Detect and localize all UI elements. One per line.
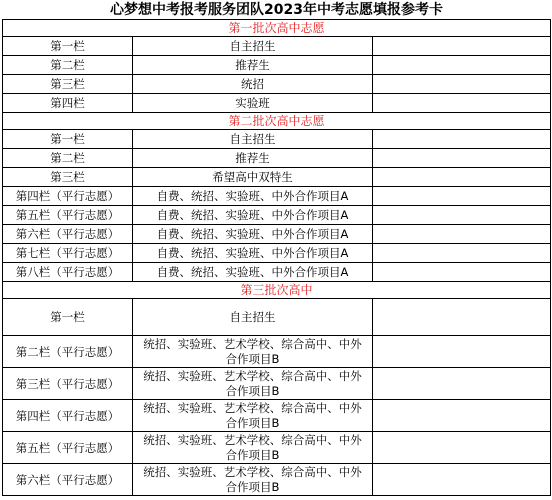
fill-cell[interactable] bbox=[373, 244, 551, 263]
fill-cell[interactable] bbox=[373, 400, 551, 432]
fill-cell[interactable] bbox=[373, 187, 551, 206]
column-label: 第五栏（平行志愿） bbox=[3, 206, 133, 225]
column-label: 第一栏 bbox=[3, 37, 133, 56]
column-label: 第五栏（平行志愿） bbox=[3, 432, 133, 464]
table-row bbox=[3, 149, 551, 168]
choice-cell: 自费、统招、实验班、中外合作项目A bbox=[133, 187, 373, 206]
fill-cell[interactable] bbox=[373, 130, 551, 149]
table-row bbox=[3, 168, 551, 187]
table-row bbox=[3, 263, 551, 282]
choice-cell: 希望高中双特生 bbox=[133, 168, 373, 187]
table-row bbox=[3, 299, 551, 336]
fill-cell[interactable] bbox=[373, 464, 551, 496]
choice-cell: 统招、实验班、艺术学校、综合高中、中外合作项目B bbox=[133, 432, 373, 464]
fill-cell[interactable] bbox=[373, 368, 551, 400]
choice-cell: 统招 bbox=[133, 75, 373, 94]
table-row bbox=[3, 37, 551, 56]
fill-cell[interactable] bbox=[373, 149, 551, 168]
table-row bbox=[3, 368, 551, 400]
choice-cell: 自费、统招、实验班、中外合作项目A bbox=[133, 263, 373, 282]
table-row bbox=[3, 432, 551, 464]
fill-cell[interactable] bbox=[373, 37, 551, 56]
fill-cell[interactable] bbox=[373, 75, 551, 94]
column-label: 第三栏（平行志愿） bbox=[3, 368, 133, 400]
title-row bbox=[3, 0, 551, 20]
section2-header-row bbox=[3, 113, 551, 130]
table-row bbox=[3, 336, 551, 368]
column-label: 第一栏 bbox=[3, 299, 133, 336]
column-label: 第六栏（平行志愿） bbox=[3, 464, 133, 496]
column-label: 第八栏（平行志愿） bbox=[3, 263, 133, 282]
section1-header: 第一批次高中志愿 bbox=[3, 20, 551, 37]
column-label: 第六栏（平行志愿） bbox=[3, 225, 133, 244]
fill-cell[interactable] bbox=[373, 432, 551, 464]
card-title: 心梦想中考报考服务团队2023年中考志愿填报参考卡 bbox=[110, 1, 443, 18]
section3-header: 第三批次高中 bbox=[3, 282, 551, 299]
table-row bbox=[3, 244, 551, 263]
fill-cell[interactable] bbox=[373, 336, 551, 368]
choice-cell: 推荐生 bbox=[133, 56, 373, 75]
volunteer-table bbox=[2, 0, 551, 496]
table-row bbox=[3, 206, 551, 225]
column-label: 第二栏（平行志愿） bbox=[3, 336, 133, 368]
column-label: 第四栏（平行志愿） bbox=[3, 187, 133, 206]
table-row bbox=[3, 94, 551, 113]
choice-cell: 自主招生 bbox=[133, 130, 373, 149]
table-row bbox=[3, 464, 551, 496]
table-row bbox=[3, 56, 551, 75]
fill-cell[interactable] bbox=[373, 263, 551, 282]
choice-cell: 统招、实验班、艺术学校、综合高中、中外合作项目B bbox=[133, 336, 373, 368]
column-label: 第三栏 bbox=[3, 75, 133, 94]
choice-cell: 自主招生 bbox=[133, 37, 373, 56]
choice-cell: 实验班 bbox=[133, 94, 373, 113]
section1-header-row bbox=[3, 20, 551, 37]
fill-cell[interactable] bbox=[373, 299, 551, 336]
table-row bbox=[3, 130, 551, 149]
choice-cell: 统招、实验班、艺术学校、综合高中、中外合作项目B bbox=[133, 368, 373, 400]
fill-cell[interactable] bbox=[373, 94, 551, 113]
section2-header: 第二批次高中志愿 bbox=[3, 113, 551, 130]
column-label: 第二栏 bbox=[3, 149, 133, 168]
choice-cell: 统招、实验班、艺术学校、综合高中、中外合作项目B bbox=[133, 464, 373, 496]
table-row bbox=[3, 187, 551, 206]
column-label: 第二栏 bbox=[3, 56, 133, 75]
table-row bbox=[3, 75, 551, 94]
choice-cell: 自费、统招、实验班、中外合作项目A bbox=[133, 225, 373, 244]
section3-header-row bbox=[3, 282, 551, 299]
column-label: 第四栏（平行志愿） bbox=[3, 400, 133, 432]
choice-cell: 推荐生 bbox=[133, 149, 373, 168]
choice-cell: 自主招生 bbox=[133, 299, 373, 336]
column-label: 第三栏 bbox=[3, 168, 133, 187]
choice-cell: 自费、统招、实验班、中外合作项目A bbox=[133, 244, 373, 263]
choice-cell: 统招、实验班、艺术学校、综合高中、中外合作项目B bbox=[133, 400, 373, 432]
table-row bbox=[3, 400, 551, 432]
fill-cell[interactable] bbox=[373, 168, 551, 187]
fill-cell[interactable] bbox=[373, 56, 551, 75]
column-label: 第七栏（平行志愿） bbox=[3, 244, 133, 263]
column-label: 第一栏 bbox=[3, 130, 133, 149]
column-label: 第四栏 bbox=[3, 94, 133, 113]
fill-cell[interactable] bbox=[373, 225, 551, 244]
fill-cell[interactable] bbox=[373, 206, 551, 225]
choice-cell: 自费、统招、实验班、中外合作项目A bbox=[133, 206, 373, 225]
table-row bbox=[3, 225, 551, 244]
